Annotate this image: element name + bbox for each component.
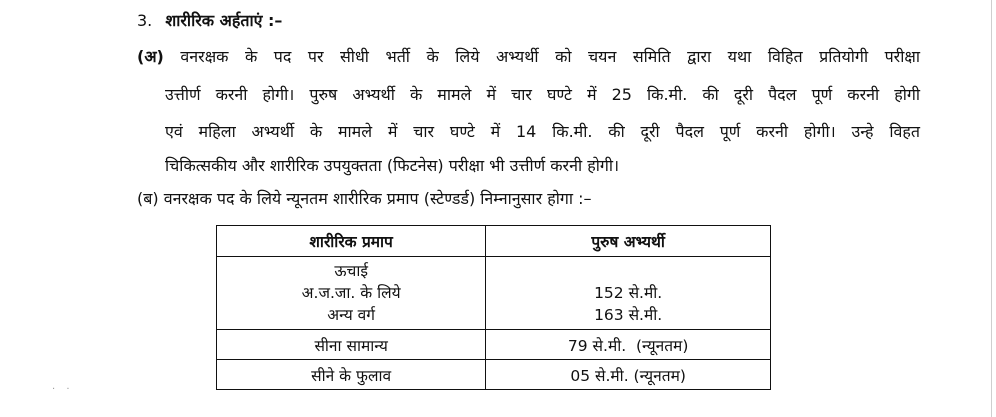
height-labels-cell bbox=[217, 257, 486, 330]
table-row-chest bbox=[217, 330, 771, 360]
table-row-expansion bbox=[217, 360, 771, 390]
para-a-line-1-text: वनरक्षक के पद पर सीधी भर्ती के लिये अभ्यर्थी को चयन समिति द्वारा यथा विहित प्रतियोगी परीक्षा bbox=[180, 47, 920, 66]
expansion-value: 05 से.मी. (न्यूनतम) bbox=[486, 360, 771, 390]
section-heading bbox=[137, 9, 282, 31]
chest-label: सीना सामान्य bbox=[217, 330, 486, 360]
height-values-cell bbox=[486, 257, 771, 330]
section-number: 3. bbox=[137, 11, 153, 30]
table-row-height bbox=[217, 257, 771, 330]
para-b bbox=[137, 188, 591, 210]
para-a-marker: (अ) bbox=[137, 47, 164, 66]
height-label: ऊचाई bbox=[334, 262, 368, 280]
para-a-line-4: चिकित्सकीय और शारीरिक उपयुक्तता (फिटनेस) परीक्षा भी उत्तीर्ण करनी होगी। bbox=[165, 156, 620, 175]
expansion-label: सीने के फुलाव bbox=[217, 360, 486, 390]
para-a-line-1 bbox=[137, 46, 920, 68]
para-b-text: वनरक्षक पद के लिये न्यूनतम शारीरिक प्रमाप (स्टेण्डर्ड) निम्नानुसार होगा :– bbox=[163, 189, 592, 208]
scan-speck: · · bbox=[52, 384, 74, 395]
height-other-value: 163 से.मी. bbox=[594, 306, 663, 324]
header-male-candidate: पुरुष अभ्यर्थी bbox=[486, 226, 771, 257]
header-physical-standard: शारीरिक प्रमाप bbox=[217, 226, 486, 257]
para-b-marker: (ब) bbox=[137, 189, 159, 208]
para-a-line-3: एवं महिला अभ्यर्थी के मामले में चार घण्टे में 14 कि.मी. की दूरी पैदल पूर्ण करनी होगी। उन्हे विहत bbox=[165, 122, 920, 141]
height-other-label: अन्य वर्ग bbox=[327, 306, 375, 324]
chest-value: 79 से.मी. (न्यूनतम) bbox=[486, 330, 771, 360]
page-edge-line bbox=[991, 0, 992, 417]
section-title: शारीरिक अर्हताएं :– bbox=[165, 11, 283, 30]
para-a-line-2: उत्तीर्ण करनी होगी। पुरुष अभ्यर्थी के मामले में चार घण्टे में 25 कि.मी. की दूरी पैदल पूर्ण करनी होगी bbox=[165, 85, 920, 104]
physical-standards-table bbox=[216, 225, 771, 390]
height-st-value: 152 से.मी. bbox=[594, 284, 663, 302]
height-st-label: अ.ज.जा. के लिये bbox=[301, 284, 401, 302]
table-header-row bbox=[217, 226, 771, 257]
